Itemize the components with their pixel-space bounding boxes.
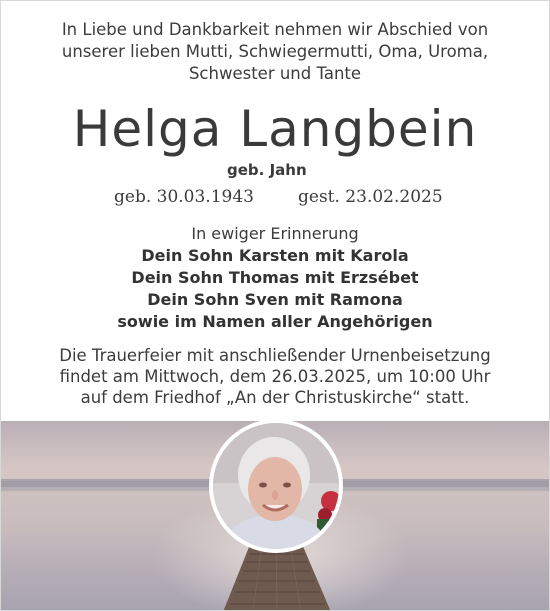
mourners-block bbox=[1, 223, 549, 333]
birth-date: geb. 30.03.1943 bbox=[114, 187, 254, 207]
funeral-line: findet am Mittwoch, dem 26.03.2025, um 10:00 Uhr bbox=[59, 367, 491, 386]
intro-text bbox=[1, 19, 549, 85]
portrait-photo bbox=[209, 419, 343, 553]
funeral-line: auf dem Friedhof „An der Christuskirche“ statt. bbox=[80, 388, 470, 407]
intro-line: Schwester und Tante bbox=[188, 64, 362, 83]
mourner-line: Dein Sohn Sven mit Ramona bbox=[147, 290, 403, 309]
remembrance-line: In ewiger Erinnerung bbox=[191, 224, 359, 243]
intro-line: In Liebe und Dankbarkeit nehmen wir Abschied von bbox=[61, 20, 489, 39]
intro-line: unserer lieben Mutti, Schwiegermutti, Oma, Uroma, bbox=[61, 42, 489, 61]
mourner-line: Dein Sohn Karsten mit Karola bbox=[141, 246, 409, 265]
funeral-line: Die Trauerfeier mit anschließender Urnenbeisetzung bbox=[59, 346, 491, 365]
mourner-line: Dein Sohn Thomas mit Erzsébet bbox=[131, 268, 419, 287]
mourner-line: sowie im Namen aller Angehörigen bbox=[117, 312, 433, 331]
death-date: gest. 23.02.2025 bbox=[298, 187, 443, 207]
deceased-name: Helga Langbein bbox=[72, 100, 478, 158]
funeral-notice bbox=[1, 345, 549, 408]
maiden-name: geb. Jahn bbox=[227, 161, 307, 179]
